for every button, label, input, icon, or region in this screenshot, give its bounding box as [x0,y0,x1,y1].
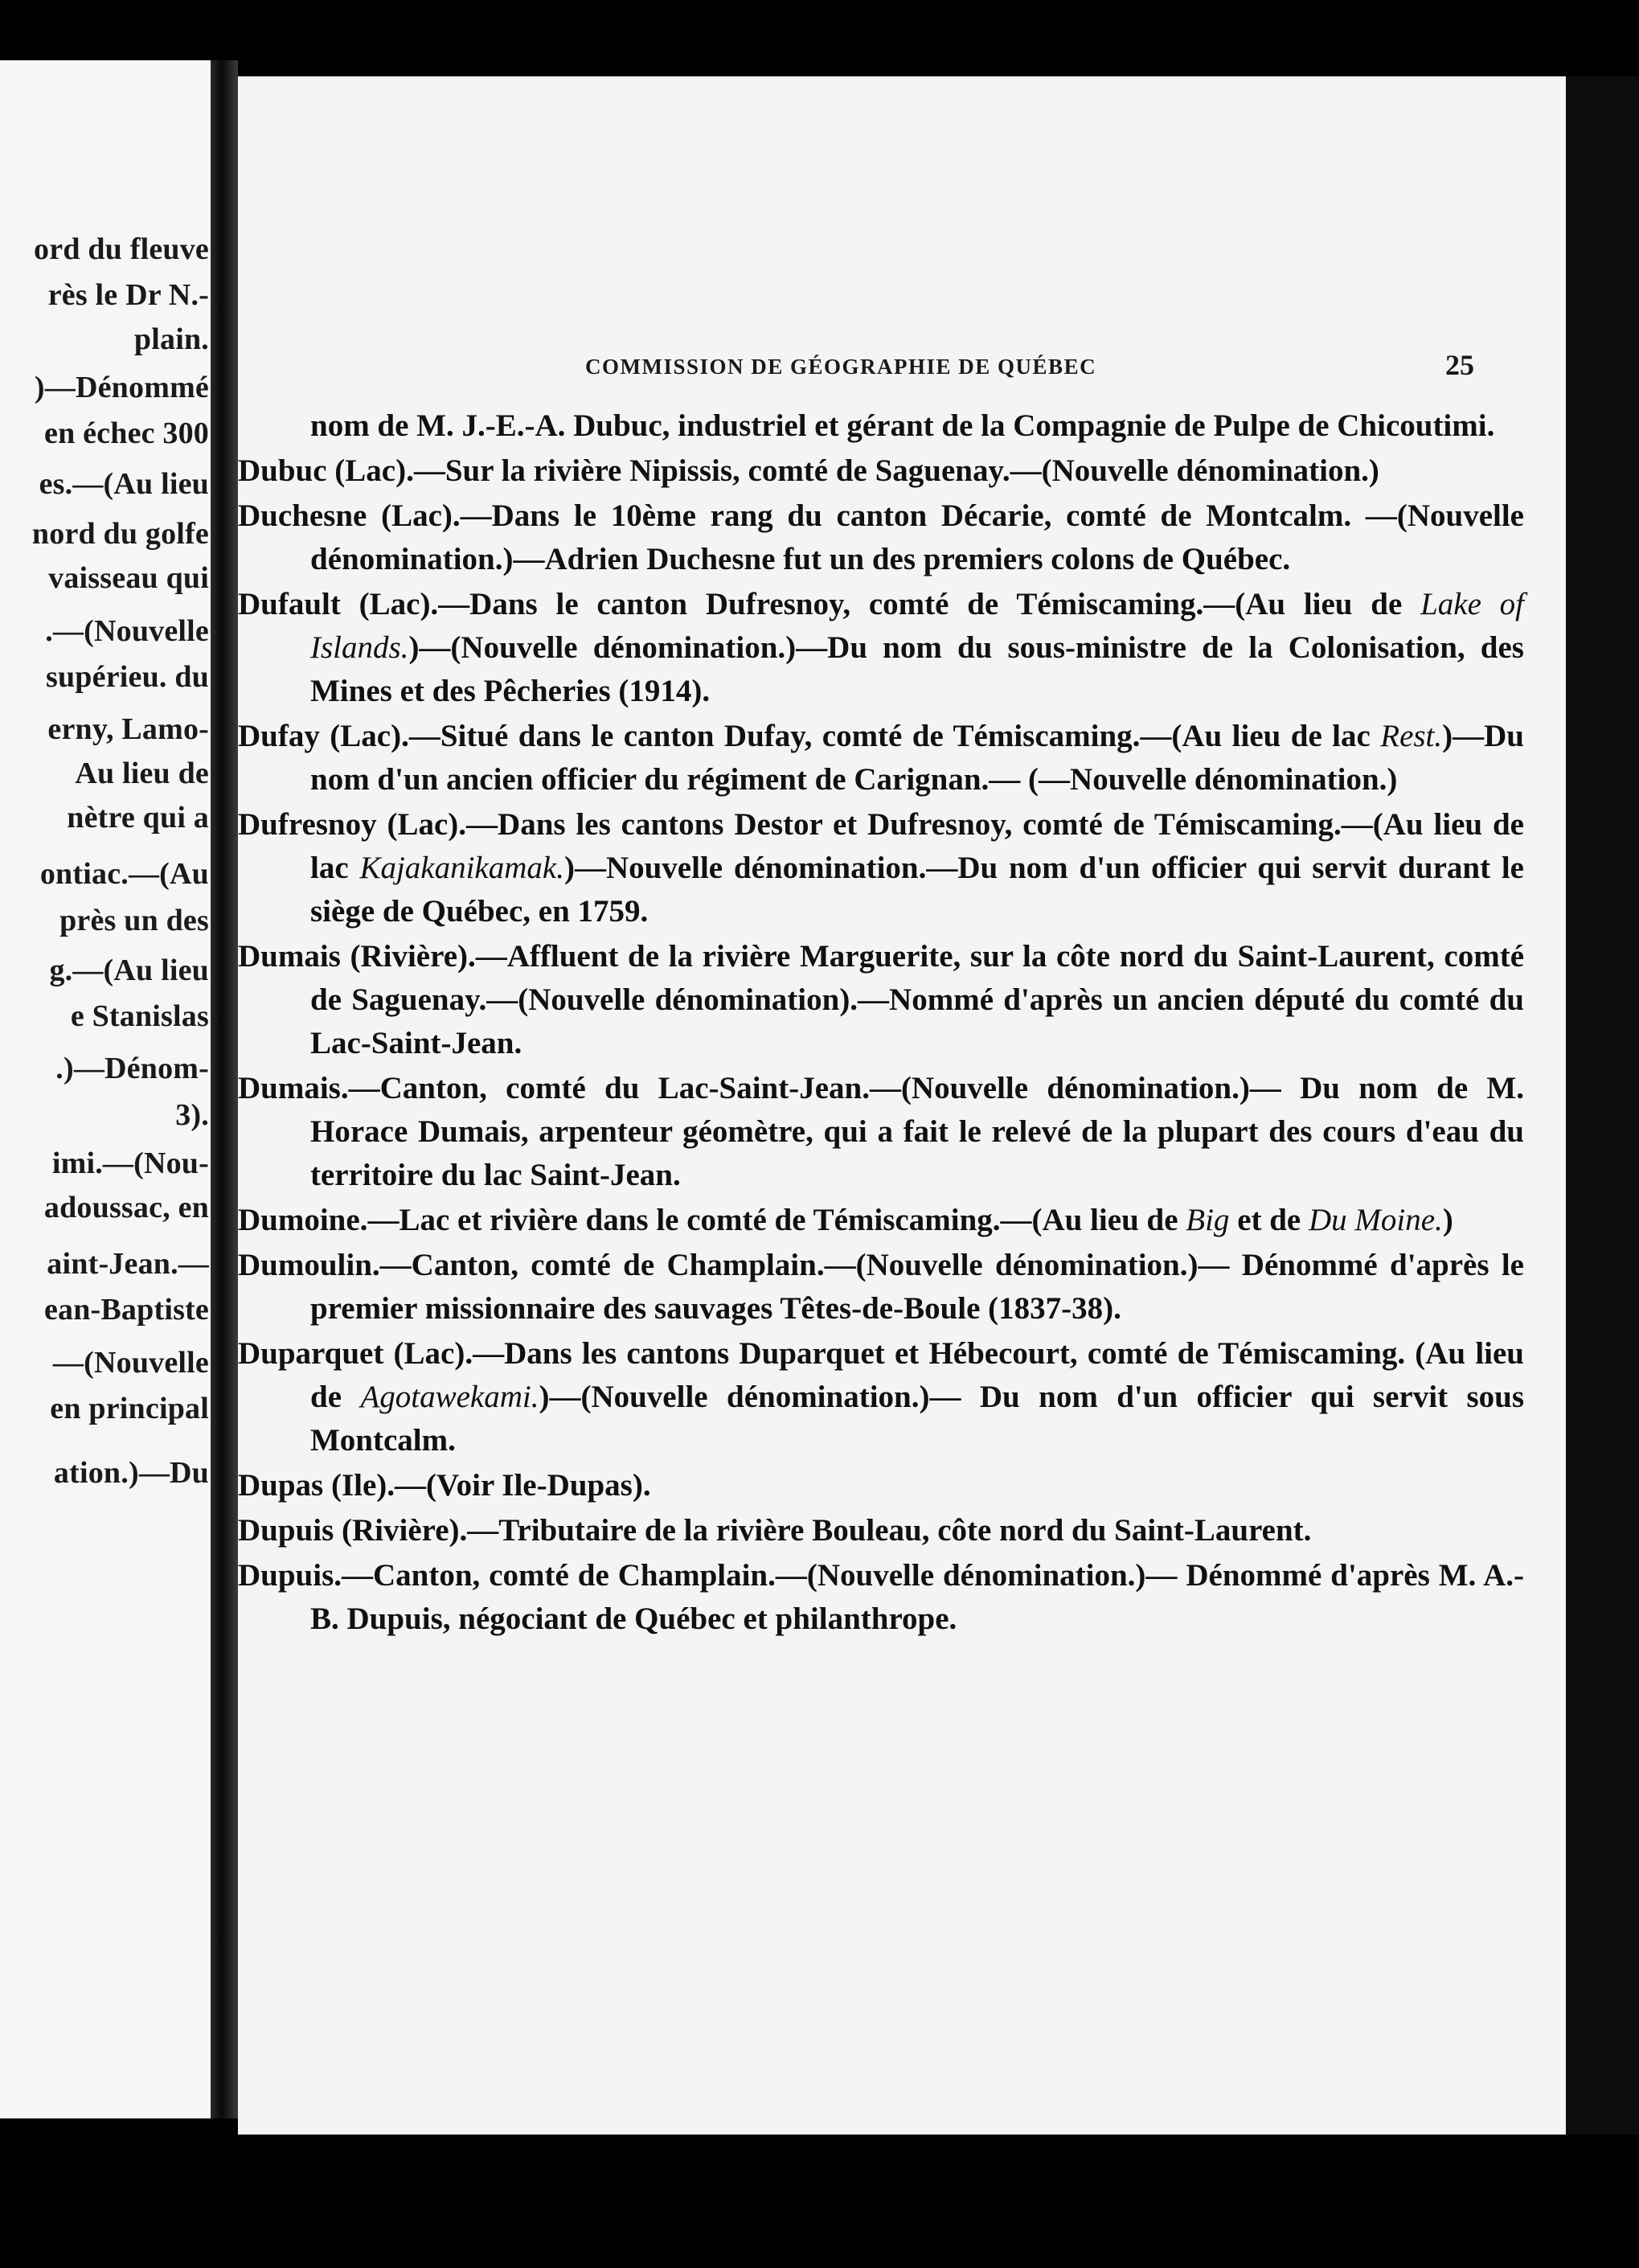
entry-text: )—(Nouvelle dénomination.)— Du nom d'un officier qui servit sous Montcalm. [310,1380,1525,1458]
left-page-line: près un des [59,904,209,937]
entry-headword: Dumoine. [238,1203,368,1237]
entry-text: (Rivière).—Tributaire de la rivière Bouleau, côte nord du Saint-Laurent. [334,1513,1312,1548]
gazetteer-entry [238,449,1524,493]
entry-text: et de [1229,1203,1309,1237]
left-page-line: en échec 300 [44,416,209,450]
gazetteer-entry [238,1509,1524,1552]
running-head [238,348,1566,388]
left-page-line: ation.)—Du [53,1456,209,1490]
entry-text: )—(Nouvelle dénomination.)—Du nom du sous-ministre de la Colonisation, des Mines et des Pêcheries (1914). [310,630,1524,708]
entry-headword: Dubuc [238,453,327,488]
entry-italic-name: Agotawekami. [360,1380,539,1414]
entry-italic-name: Du Moine. [1309,1203,1443,1237]
entry-text: —Canton, comté de Champlain.—(Nouvelle dénomination.)— Dénommé d'après le premier missionnaire des sauvages Têtes-de-Boule (1837-38). [310,1248,1524,1326]
entry-headword: Dufresnoy [238,807,377,842]
left-page-line: e Stanislas [70,999,209,1033]
left-page-line: g.—(Au lieu [49,954,209,987]
entry-headword: Dumoulin. [238,1248,380,1282]
entry-italic-name: Lake of Islands. [310,587,1524,665]
entry-headword: Dumais [238,939,341,974]
left-page-line: 3). [175,1098,209,1132]
gazetteer-entry [238,1332,1524,1462]
left-page-line: nètre qui a [67,801,209,835]
entry-text: (Lac).—Dans le canton Dufresnoy, comté de Témiscaming.—(Au lieu de [340,587,1421,621]
document-page [238,76,1566,2135]
gazetteer-entry [238,583,1524,713]
entry-italic-name: Rest. [1380,719,1443,753]
left-page-line: plain. [133,322,209,356]
entry-text: (Lac).—Situé dans le canton Dufay, comté de Témiscaming.—(Au lieu de lac [319,719,1381,753]
left-page-line: .—(Nouvelle [45,614,209,648]
entry-text: (Lac).—Sur la rivière Nipissis, comté de Saguenay.—(Nouvelle dénomination.) [326,453,1379,488]
left-page-line: imi.—(Nou- [51,1146,209,1180]
entry-italic-name: Big [1186,1203,1230,1237]
entry-italic-name: Kajakanikamak. [359,851,564,885]
entry-text: —Canton, comté du Lac-Saint-Jean.—(Nouvelle dénomination.)— Du nom de M. Horace Dumais, arpenteur géomètre, qui a fait le relevé de la plupart des cours d'eau du territoire du lac Saint-Jean. [310,1071,1524,1192]
left-page-line: adoussac, en [43,1191,209,1224]
running-head-title: COMMISSION DE GÉOGRAPHIE DE QUÉBEC [585,355,1097,379]
entry-headword: Dupuis. [238,1558,342,1593]
gazetteer-entry [238,935,1524,1065]
left-page-line: vaisseau qui [48,561,209,595]
gazetteer-entry [238,1067,1524,1197]
page-number: 25 [1445,349,1474,381]
left-page-line: en principal [50,1392,209,1425]
gazetteer-entry [238,1464,1524,1507]
left-page-line: aint-Jean.— [47,1247,209,1281]
gazetteer-entry [238,494,1524,581]
left-page-line: supérieu. du [45,660,209,694]
entry-text: )—Nouvelle dénomination.—Du nom d'un officier qui servit durant le siège de Québec, en 1759. [310,851,1524,929]
facing-page-fragment [0,60,215,2118]
gazetteer-entry [238,715,1524,802]
entry-headword: Dumais. [238,1071,349,1105]
gazetteer-entry [238,404,1524,448]
left-page-line: —(Nouvelle [52,1346,209,1380]
entry-text: (Rivière).—Affluent de la rivière Marguerite, sur la côte nord du Saint-Laurent, comté de Saguenay.—(Nouvelle dénomination).—Nommé d'après un ancien député du comté du Lac-Saint-Jean. [310,939,1524,1060]
gazetteer-entry [238,803,1524,933]
left-page-line: ontiac.—(Au [39,857,209,891]
left-page-line: )—Dénommé [34,371,209,404]
entry-text: (Lac).—Dans les cantons Destor et Dufresnoy, comté de Témiscaming.—(Au lieu de lac [310,807,1524,885]
gazetteer-entries [238,404,1524,1643]
entry-headword: Duparquet [238,1336,384,1371]
entry-headword: Dufay [238,719,320,753]
entry-text: )—Du nom d'un ancien officier du régiment de Carignan.— (—Nouvelle dénomination.) [310,719,1524,797]
entry-text: (Lac).—Dans les cantons Duparquet et Hébecourt, comté de Témiscaming. (Au lieu de [310,1336,1524,1414]
entry-text: (Lac).—Dans le 10ème rang du canton Décarie, comté de Montcalm. —(Nouvelle dénomination.)—Adrien Duchesne fut un des premiers colons de Québec. [310,498,1524,576]
scan-border [1566,76,1639,2135]
entry-headword: Dupuis [238,1513,334,1548]
entry-text: —Lac et rivière dans le comté de Témiscaming.—(Au lieu de [367,1203,1186,1237]
left-page-line: ean-Baptiste [43,1293,209,1327]
left-page-line: nord du golfe [31,517,209,551]
entry-text: nom de M. J.-E.-A. Dubuc, industriel et gérant de la Compagnie de Pulpe de Chicoutimi. [310,408,1495,443]
left-page-line: Au lieu de [75,757,209,790]
left-page-line: rès le Dr N.- [47,278,209,312]
left-page-line: .)—Dénom- [55,1052,209,1085]
page-gutter [211,60,238,2118]
entry-headword: Dupas [238,1468,324,1503]
entry-headword: Duchesne [238,498,367,533]
left-page-line: ord du fleuve [34,232,209,266]
gazetteer-entry [238,1554,1524,1641]
entry-text: ) [1442,1203,1453,1237]
entry-text: (Ile).—(Voir Ile-Dupas). [323,1468,651,1503]
gazetteer-entry [238,1199,1524,1242]
entry-text: —Canton, comté de Champlain.—(Nouvelle dénomination.)— Dénommé d'après M. A.-B. Dupuis, négociant de Québec et philanthrope. [310,1558,1524,1636]
left-page-line: es.—(Au lieu [39,467,209,501]
gazetteer-entry [238,1244,1524,1331]
entry-headword: Dufault [238,587,341,621]
left-page-line: erny, Lamo- [47,712,209,746]
